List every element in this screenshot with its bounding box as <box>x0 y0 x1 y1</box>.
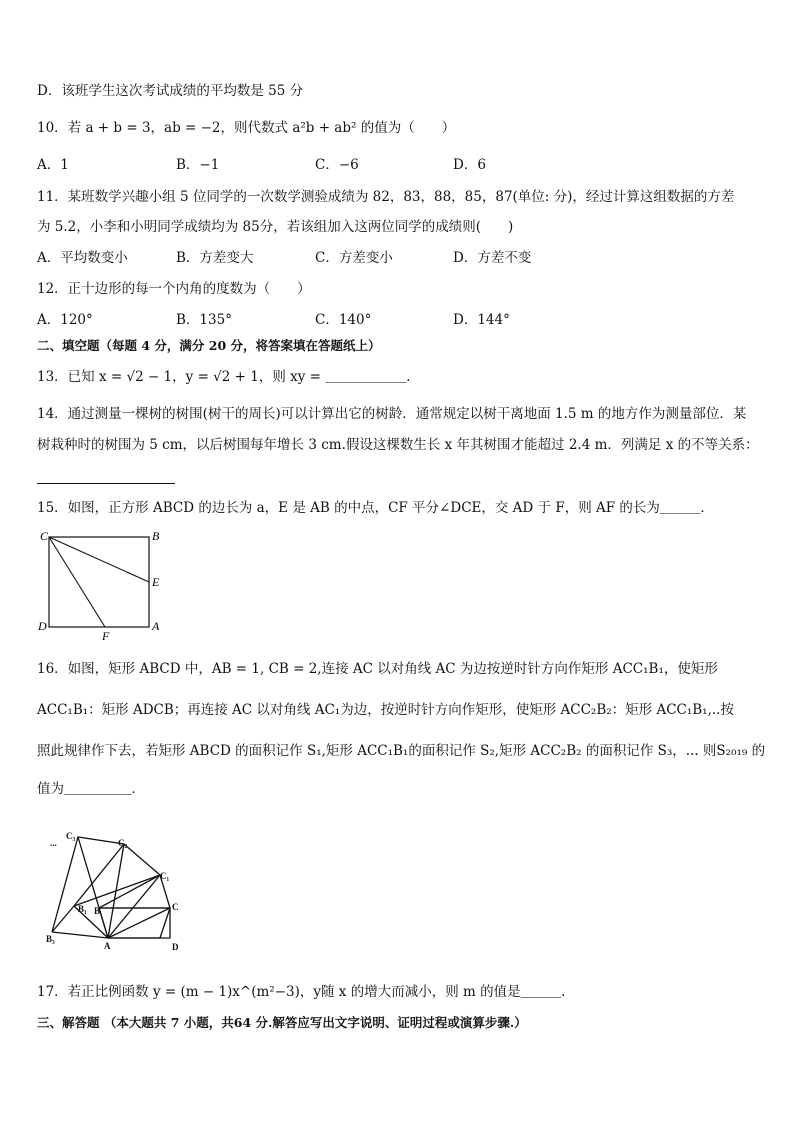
q15-square-diagram <box>36 526 166 642</box>
q10-option-d: D．6 <box>453 157 486 173</box>
label-c: C <box>40 529 49 543</box>
segment-a-c <box>108 908 170 938</box>
q15-figure <box>36 526 166 642</box>
q12-option-c: C．140° <box>315 312 372 328</box>
q11-option-a: A．平均数变小 <box>37 250 128 266</box>
q16-stem-line3: 照此规律作下去，若矩形 ABCD 的面积记作 S₁,矩形 ACC₁B₁的面积记作 S₂,矩形 ACC₂B₂ 的面积记作 S₃，... 则S₂₀₁₉ 的 <box>37 743 766 759</box>
q11-stem-line2: 为 5.2，小李和小明同学成绩均为 85分，若该组加入这两位同学的成绩则( ) <box>37 219 514 235</box>
label-a: A <box>152 619 160 633</box>
label-e: E <box>152 575 160 589</box>
q10-stem: 10．若 a + b = 3，ab = −2，则代数式 a²b + ab² 的值为（ ） <box>37 120 456 136</box>
label-c3: C₃ <box>66 831 76 841</box>
label-f: F <box>102 629 110 642</box>
q12-option-b: B．135° <box>176 312 232 328</box>
label-c2: C₂ <box>118 838 128 848</box>
segment-a-c3 <box>78 837 108 938</box>
q10-option-b: B．−1 <box>176 157 220 173</box>
section-2-title: 二、填空题（每题 4 分，满分 20 分，将答案填在答题纸上） <box>37 338 381 353</box>
label-d: D <box>172 942 179 952</box>
q14-stem-line1: 14．通过测量一棵树的树围(树干的周长)可以计算出它的树龄．通常规定以树干离地面 1.5 m 的地方作为测量部位．某 <box>37 406 747 422</box>
label-b: B <box>94 906 101 916</box>
q10-option-c: C．−6 <box>315 157 359 173</box>
q12-option-d: D．144° <box>453 312 510 328</box>
q11-option-c: C．方差变小 <box>315 250 393 266</box>
label-d: D <box>38 619 47 633</box>
q16-stem-line1: 16．如图，矩形 ABCD 中，AB = 1, CB = 2,连接 AC 以对角线 AC 为边按逆时针方向作矩形 ACC₁B₁，使矩形 <box>37 661 718 677</box>
q14-stem-line2: 树栽种时的树围为 5 cm，以后树围每年增长 3 cm.假设这棵数生长 x 年其树围才能超过 2.4 m．列满足 x 的不等关系： <box>37 437 759 453</box>
q12-option-a: A．120° <box>37 312 93 328</box>
square-abcd <box>49 537 149 627</box>
segment-ce <box>49 537 149 582</box>
label-b3: B₃ <box>46 934 55 944</box>
q16-stem-line2: ACC₁B₁：矩形 ADCB；再连接 AC 以对角线 AC₁为边，按逆时针方向作矩形，使矩形 ACC₂B₂：矩形 ACC₁B₁,..按 <box>37 702 734 718</box>
label-dots: ... <box>50 838 57 848</box>
q16-rectangles-diagram <box>42 824 192 960</box>
label-a: A <box>104 941 111 951</box>
q15-stem: 15．如图，正方形 ABCD 的边长为 a，E 是 AB 的中点，CF 平分∠DCE，交 AD 于 F，则 AF 的长为＿＿＿． <box>37 500 714 516</box>
label-c: C <box>172 902 179 912</box>
q14-answer-blank <box>37 483 175 484</box>
q11-stem-line1: 11．某班数学兴趣小组 5 位同学的一次数学测验成绩为 82，83，88，85，87(单位: 分)，经过计算这组数据的方差 <box>37 189 735 205</box>
segment-cf <box>49 537 105 627</box>
q16-stem-line4: 值为＿＿＿＿＿． <box>37 781 145 797</box>
q11-option-d: D．方差不变 <box>453 250 532 266</box>
q10-option-a: A．1 <box>37 157 69 173</box>
q9-option-d: D．该班学生这次考试成绩的平均数是 55 分 <box>37 83 304 99</box>
label-c1: C₁ <box>160 871 170 881</box>
q12-stem: 12．正十边形的每一个内角的度数为（ ） <box>37 281 311 297</box>
q13-stem: 13．已知 x = √2 − 1，y = √2 + 1，则 xy = ＿＿＿＿＿＿． <box>37 369 420 385</box>
section-3-title: 三、解答题 （本大题共 7 小题，共64 分.解答应写出文字说明、证明过程或演算步骤.） <box>37 1015 527 1030</box>
label-b1: B₁ <box>78 904 87 914</box>
label-b: B <box>152 529 160 543</box>
segment-b3-a <box>52 932 108 938</box>
q11-option-b: B．方差变大 <box>176 250 254 266</box>
q16-figure <box>42 824 192 960</box>
segment-b-c1 <box>99 875 160 908</box>
q17-stem: 17．若正比例函数 y = (m − 1)x^(m²−3)，y随 x 的增大而减小，则 m 的值是＿＿＿. <box>37 984 566 1000</box>
